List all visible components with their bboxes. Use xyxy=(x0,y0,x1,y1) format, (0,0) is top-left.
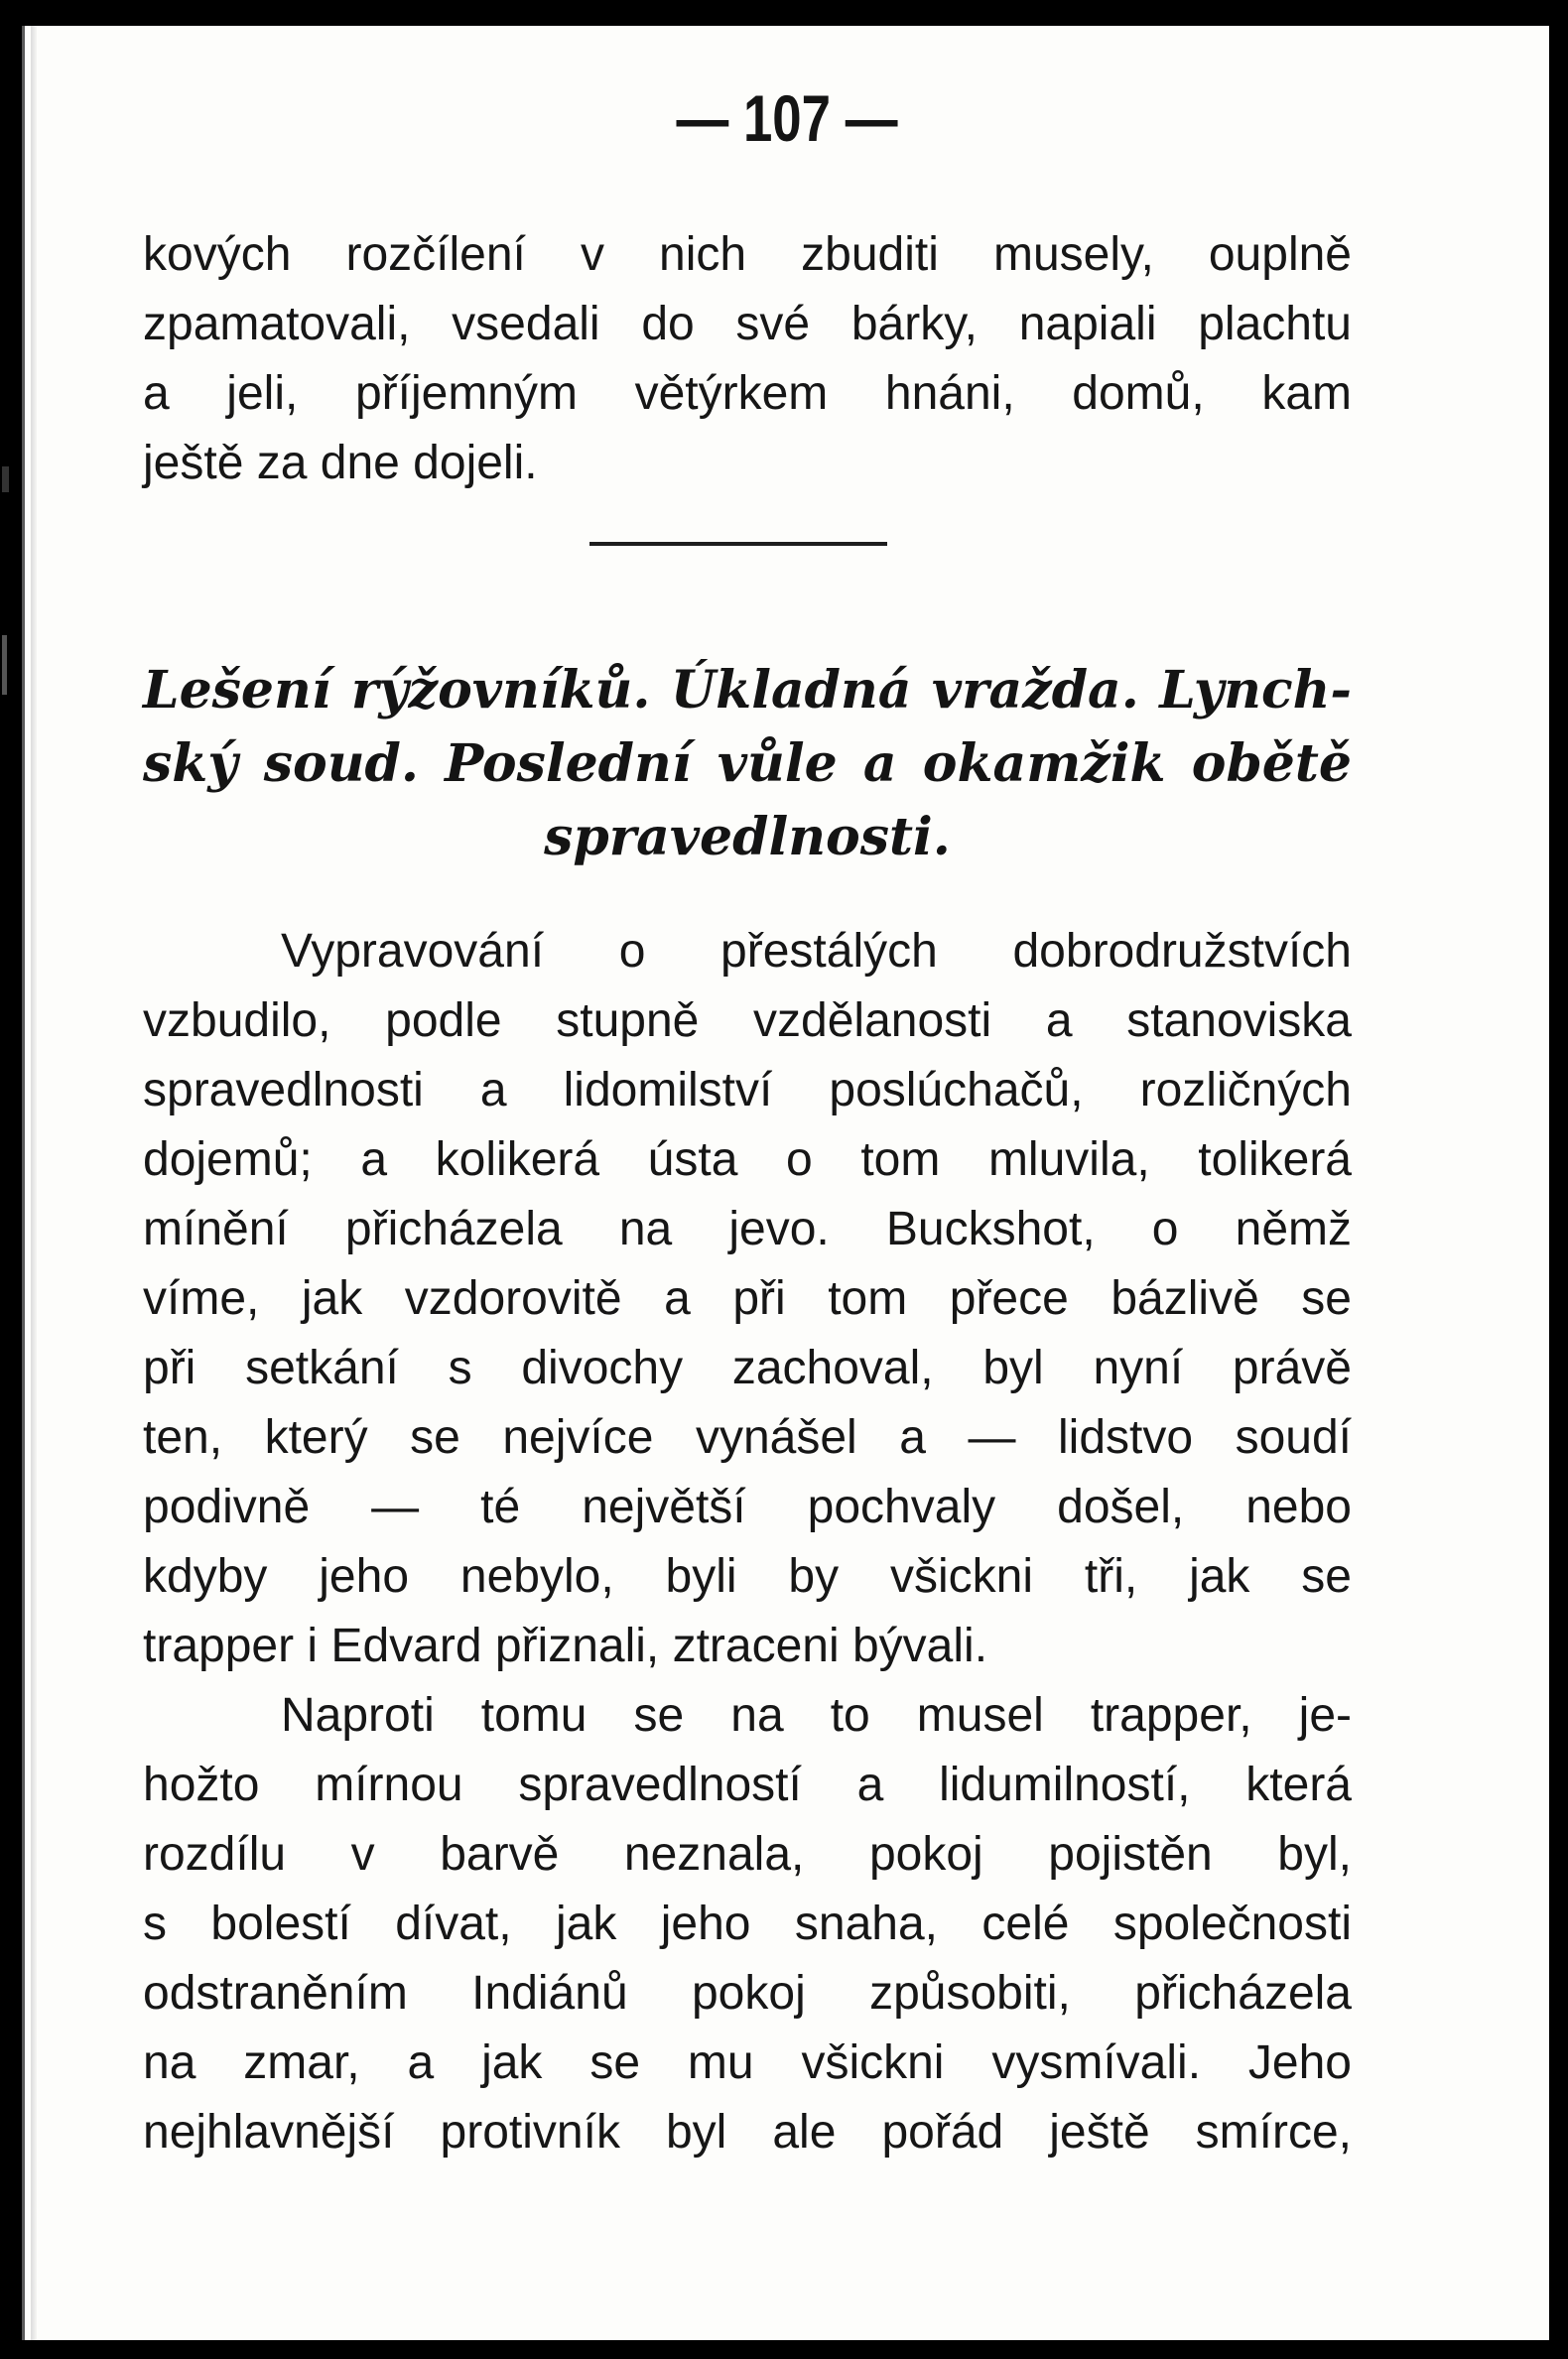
text-line: odstraněním Indiánů pokoj způsobiti, přicházela xyxy=(143,1967,1352,2020)
scan-edge-mark xyxy=(2,466,9,492)
text-line: ještě za dne dojeli. xyxy=(143,437,538,489)
chapter-heading xyxy=(143,654,1352,874)
text-line: podivně — té největší pochvaly došel, nebo xyxy=(143,1481,1352,1533)
text-line: trapper i Edvard přiznali, ztraceni bývali. xyxy=(143,1620,988,1672)
text-line: ten, který se nejvíce vynášel a — lidstvo soudí xyxy=(143,1411,1352,1464)
page-number: — 107 — xyxy=(676,81,898,155)
text-line: rozdílu v barvě neznala, pokoj pojistěn byl, xyxy=(143,1828,1352,1881)
text-line: Naproti tomu se na to musel trapper, je- xyxy=(281,1689,1352,1742)
text-line: hožto mírnou spravedlností a lidumilností, která xyxy=(143,1759,1352,1811)
text-line: vzbudilo, podle stupně vzdělanosti a stanoviska xyxy=(143,994,1352,1047)
text-line: při setkání s divochy zachoval, byl nyní právě xyxy=(143,1342,1352,1394)
text-line: kdyby jeho nebylo, byli by všickni tři, jak se xyxy=(143,1550,1352,1603)
text-line: kových rozčílení v nich zbuditi musely, ouplně xyxy=(143,228,1352,281)
text-line: zpamatovali, vsedali do své bárky, napiali plachtu xyxy=(143,298,1352,350)
scan-edge-mark xyxy=(2,635,7,695)
text-line: s bolestí dívat, jak jeho snaha, celé společnosti xyxy=(143,1898,1352,1950)
text-line: mínění přicházela na jevo. Buckshot, o němž xyxy=(143,1203,1352,1255)
text-line: víme, jak vzdorovitě a při tom přece bázlivě se xyxy=(143,1272,1352,1325)
heading-line: Lešení rýžovníků. Úkladná vražda. Lynch- xyxy=(143,660,1352,721)
top-paragraph xyxy=(143,220,1352,498)
text-line: dojemů; a kolikerá ústa o tom mluvila, tolikerá xyxy=(143,1133,1352,1186)
text-line: nejhlavnější protivník byl ale pořád ještě smírce, xyxy=(143,2106,1352,2159)
text-line: na zmar, a jak se mu všickni vysmívali. Jeho xyxy=(143,2036,1352,2089)
text-line: a jeli, příjemným větýrkem hnáni, domů, kam xyxy=(143,367,1352,420)
section-separator xyxy=(589,542,887,546)
heading-line: ský soud. Poslední vůle a okamžik obětě xyxy=(143,733,1352,794)
paragraph-2 xyxy=(143,1681,1352,2167)
book-page xyxy=(22,26,1549,2340)
paragraph-1 xyxy=(143,917,1352,1681)
page-gutter xyxy=(31,26,37,2340)
heading-line: spravedlnosti. xyxy=(544,807,951,867)
text-line: Vypravování o přestálých dobrodružstvích xyxy=(281,925,1352,978)
text-line: spravedlnosti a lidomilství poslúchačů, rozličných xyxy=(143,1064,1352,1116)
